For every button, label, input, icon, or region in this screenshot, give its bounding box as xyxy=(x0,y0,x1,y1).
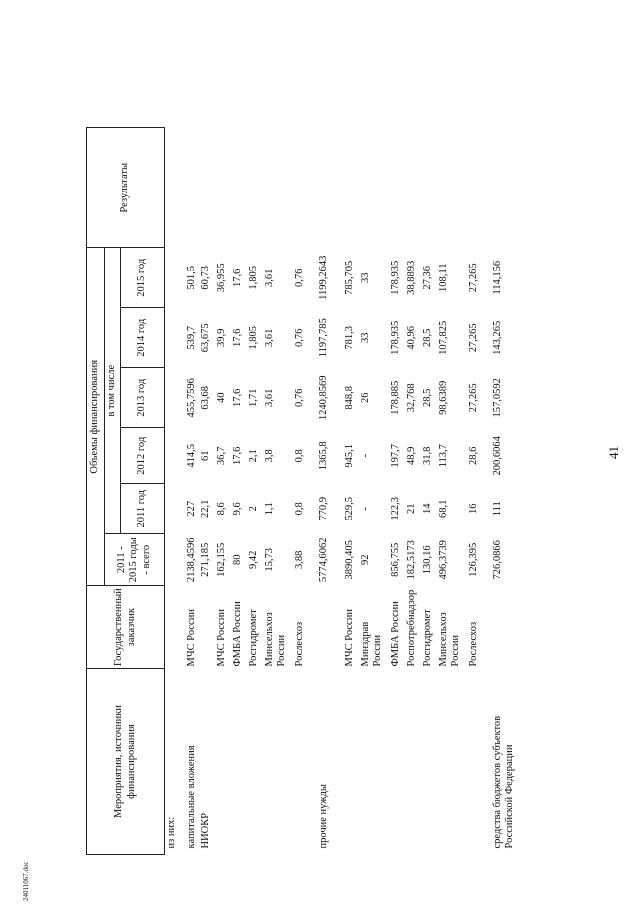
row-customer xyxy=(199,586,215,669)
row-year-value: 60,73 xyxy=(199,265,211,290)
table-row xyxy=(343,128,359,855)
row-results xyxy=(405,128,421,248)
row-year-value: 107,825 xyxy=(437,320,449,355)
header-volumes: Объемы финансирования xyxy=(87,248,105,586)
row-total: 5774,6062 xyxy=(317,537,329,583)
row-year-value: - xyxy=(359,454,371,458)
table-row xyxy=(491,128,535,855)
header-customer: Государственный заказчик xyxy=(87,586,165,669)
row-results xyxy=(185,128,199,248)
row-total: 726,0866 xyxy=(491,540,503,580)
row-customer: Минсельхоз России xyxy=(263,612,287,667)
row-year-value: 108,11 xyxy=(437,263,449,292)
row-results xyxy=(231,128,247,248)
row-year-value: 178,885 xyxy=(389,380,401,415)
table-row xyxy=(467,128,491,855)
row-total: 92 xyxy=(359,554,371,565)
row-year-value: 1,71 xyxy=(247,388,259,407)
row-year-value: 38,8893 xyxy=(405,260,417,295)
header-including: в том числе xyxy=(105,248,121,534)
row-activity xyxy=(247,669,263,855)
row-customer: Роспотребнадзор xyxy=(405,589,417,667)
row-year-value: 28,5 xyxy=(421,388,433,407)
row-year-value: 848,8 xyxy=(343,385,355,410)
row-results xyxy=(467,128,491,248)
row-year-value: 39,9 xyxy=(215,328,227,347)
row-year-value: 27,36 xyxy=(421,265,433,290)
row-activity: НИОКР xyxy=(199,812,211,849)
row-total: 9,42 xyxy=(247,550,259,569)
row-activity: из них: xyxy=(166,816,177,849)
row-year-value: 31,8 xyxy=(421,446,433,465)
row-year-value: 33 xyxy=(359,332,371,343)
row-year-value: 1240,8569 xyxy=(317,375,329,421)
row-year-value: 17,6 xyxy=(231,446,243,465)
table-row xyxy=(165,128,185,855)
table-row xyxy=(231,128,247,855)
row-year-value: 17,6 xyxy=(231,268,243,287)
table-row xyxy=(405,128,421,855)
row-activity: прочие нужды xyxy=(317,784,329,849)
row-year-value xyxy=(165,308,185,368)
row-customer: ФМБА России xyxy=(231,601,243,667)
row-activity xyxy=(293,669,317,855)
row-year-value: 1197,785 xyxy=(317,318,329,358)
row-year-value: 40 xyxy=(215,392,227,403)
row-results xyxy=(293,128,317,248)
row-year-value: 63,68 xyxy=(199,385,211,410)
header-year-2014: 2014 год xyxy=(121,308,165,368)
row-year-value: 1199,2643 xyxy=(317,255,329,300)
row-year-value: 3,8 xyxy=(263,449,275,463)
row-year-value: 33 xyxy=(359,272,371,283)
row-year-value: 27,265 xyxy=(467,323,479,353)
row-year-value: 40,96 xyxy=(405,325,417,350)
row-year-value: 157,0592 xyxy=(491,378,503,418)
header-total: 2011 - 2015 годы - всего xyxy=(105,534,165,586)
row-year-value: 98,6389 xyxy=(437,380,449,415)
row-total xyxy=(165,534,185,586)
row-total: 271,185 xyxy=(199,542,211,577)
table-row xyxy=(247,128,263,855)
row-year-value: 200,6064 xyxy=(491,436,503,476)
row-customer: Рослесхоз xyxy=(293,621,305,667)
row-year-value: 26 xyxy=(359,392,371,403)
row-year-value: 1,805 xyxy=(247,265,259,290)
row-customer: Росгидромет xyxy=(247,609,259,667)
header-year-2015: 2015 год xyxy=(121,248,165,308)
row-year-value: 0,76 xyxy=(293,388,305,407)
row-year-value: 3,61 xyxy=(263,268,275,287)
footer-filename: 24011067.doc xyxy=(22,861,30,901)
row-activity xyxy=(215,669,231,855)
table-row xyxy=(389,128,405,855)
row-customer: Росгидромет xyxy=(421,609,433,667)
row-year-value: 1,1 xyxy=(263,502,275,516)
row-customer: МЧС России xyxy=(215,609,227,667)
row-year-value: - xyxy=(359,507,371,511)
row-year-value: 1,805 xyxy=(247,325,259,350)
table-row xyxy=(437,128,467,855)
row-total: 856,755 xyxy=(389,542,401,577)
row-year-value: 1365,8 xyxy=(317,441,329,471)
row-year-value: 9,6 xyxy=(231,502,243,516)
row-year-value: 539,7 xyxy=(185,325,197,350)
table-row xyxy=(317,128,343,855)
row-year-value xyxy=(165,368,185,428)
row-year-value: 0,76 xyxy=(293,328,305,347)
row-results xyxy=(421,128,437,248)
header-year-2013: 2013 год xyxy=(121,368,165,428)
row-results xyxy=(343,128,359,248)
row-year-value: 3,61 xyxy=(263,388,275,407)
row-customer: Минсельхоз России xyxy=(437,612,461,667)
table-row xyxy=(215,128,231,855)
row-year-value: 27,265 xyxy=(467,263,479,293)
row-customer xyxy=(317,586,343,669)
row-activity xyxy=(343,669,359,855)
table-row xyxy=(199,128,215,855)
row-year-value: 27,265 xyxy=(467,383,479,413)
row-results xyxy=(263,128,293,248)
row-year-value: 0,8 xyxy=(293,502,305,516)
row-total: 2138,4596 xyxy=(185,537,197,583)
row-customer xyxy=(165,586,185,669)
row-year-value: 945,1 xyxy=(343,443,355,468)
header-year-2011: 2011 год xyxy=(121,484,165,534)
header-year-2012: 2012 год xyxy=(121,428,165,484)
row-activity xyxy=(359,669,389,855)
row-total: 3890,405 xyxy=(343,540,355,580)
row-year-value xyxy=(165,428,185,484)
row-year-value: 2,1 xyxy=(247,449,259,463)
row-customer: МЧС России xyxy=(185,609,197,667)
row-year-value: 3,61 xyxy=(263,328,275,347)
row-results xyxy=(215,128,231,248)
row-year-value: 28,6 xyxy=(467,446,479,465)
row-year-value: 122,3 xyxy=(389,496,401,521)
row-year-value: 17,6 xyxy=(231,388,243,407)
row-year-value: 785,705 xyxy=(343,260,355,295)
row-year-value: 0,8 xyxy=(293,449,305,463)
row-total: 15,73 xyxy=(263,547,275,572)
row-activity xyxy=(437,669,467,855)
row-year-value: 227 xyxy=(185,500,197,517)
row-year-value: 36,955 xyxy=(215,263,227,293)
row-year-value: 61 xyxy=(199,450,211,461)
row-customer: МЧС России xyxy=(343,609,355,667)
row-year-value: 68,1 xyxy=(437,499,449,518)
row-results xyxy=(359,128,389,248)
row-total: 496,3739 xyxy=(437,540,449,580)
row-results xyxy=(491,128,535,248)
row-year-value: 14 xyxy=(421,503,433,514)
row-results xyxy=(165,128,185,248)
row-year-value: 178,935 xyxy=(389,320,401,355)
row-year-value: 0,76 xyxy=(293,268,305,287)
row-year-value: 21 xyxy=(405,503,417,514)
table-row xyxy=(359,128,389,855)
row-total: 3,88 xyxy=(293,550,305,569)
row-total: 80 xyxy=(231,554,243,565)
row-results xyxy=(389,128,405,248)
row-year-value: 770,9 xyxy=(317,496,329,521)
row-total: 182,5173 xyxy=(405,540,417,580)
row-year-value: 8,6 xyxy=(215,502,227,516)
row-activity xyxy=(389,669,405,855)
row-activity: средства бюджетов субъектов Российской Федерации xyxy=(491,715,515,849)
row-year-value: 178,935 xyxy=(389,260,401,295)
row-year-value: 36,7 xyxy=(215,446,227,465)
row-total: 126,395 xyxy=(467,542,479,577)
row-year-value: 2 xyxy=(247,506,259,512)
row-year-value: 17,6 xyxy=(231,328,243,347)
row-year-value: 113,7 xyxy=(437,444,449,468)
table-row xyxy=(263,128,293,855)
page-number: 41 xyxy=(606,446,621,459)
row-customer xyxy=(491,586,535,669)
row-total: 162,155 xyxy=(215,542,227,577)
row-year-value: 32,768 xyxy=(405,383,417,413)
row-customer: ФМБА России xyxy=(389,601,401,667)
row-year-value: 16 xyxy=(467,503,479,514)
row-year-value xyxy=(165,248,185,308)
row-activity xyxy=(231,669,247,855)
table-row xyxy=(421,128,437,855)
row-results xyxy=(317,128,343,248)
row-year-value: 455,7596 xyxy=(185,378,197,418)
row-year-value: 63,675 xyxy=(199,323,211,353)
row-activity xyxy=(405,669,421,855)
row-customer: Рослесхоз xyxy=(467,621,479,667)
financing-table xyxy=(86,127,535,855)
row-activity xyxy=(467,669,491,855)
row-activity xyxy=(421,669,437,855)
table-row xyxy=(293,128,317,855)
row-year-value: 28,5 xyxy=(421,328,433,347)
row-activity: капитальные вложения xyxy=(185,745,197,849)
row-year-value: 111 xyxy=(491,501,503,517)
row-results xyxy=(199,128,215,248)
row-year-value: 197,7 xyxy=(389,443,401,468)
header-results: Результаты xyxy=(87,128,165,248)
row-year-value: 143,265 xyxy=(491,320,503,355)
row-year-value: 501,5 xyxy=(185,265,197,290)
row-year-value: 529,5 xyxy=(343,496,355,521)
row-year-value: 781,3 xyxy=(343,325,355,350)
row-year-value: 414,5 xyxy=(185,443,197,468)
row-results xyxy=(437,128,467,248)
table-body xyxy=(165,128,535,855)
header-activity: Мероприятия, источники финансирования xyxy=(87,669,165,855)
row-customer: Минздрав России xyxy=(359,621,383,667)
row-total: 130,16 xyxy=(421,545,433,575)
row-year-value: 114,156 xyxy=(491,260,503,295)
table-row xyxy=(185,128,199,855)
row-year-value: 48,9 xyxy=(405,446,417,465)
row-results xyxy=(247,128,263,248)
row-year-value: 22,1 xyxy=(199,499,211,518)
row-activity xyxy=(263,669,293,855)
row-year-value xyxy=(165,484,185,534)
